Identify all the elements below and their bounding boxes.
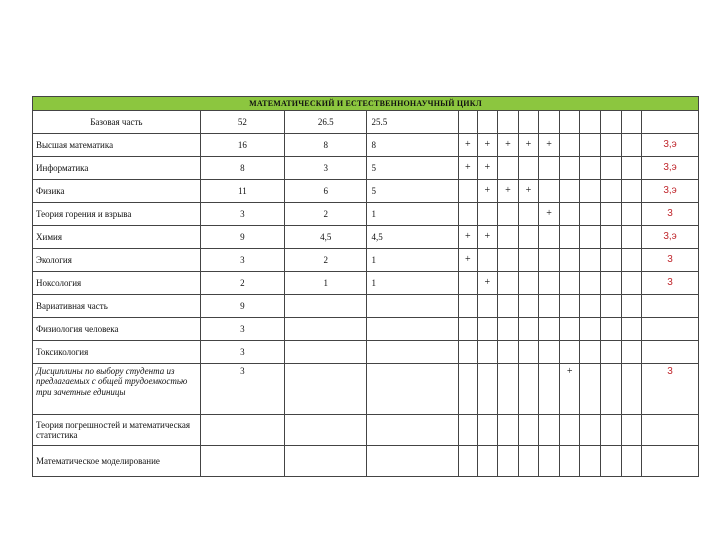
semester-mark: [559, 203, 580, 226]
discipline-col3: 5: [367, 157, 459, 180]
curriculum-table: [32, 96, 699, 477]
discipline-name: Высшая математика: [33, 134, 201, 157]
table-row: [33, 446, 699, 477]
discipline-col2: 4,5: [285, 226, 367, 249]
semester-mark: +: [498, 180, 519, 203]
semester-mark: +: [459, 134, 478, 157]
variative-part-row: [33, 295, 699, 318]
discipline-name: Токсикология: [33, 341, 201, 364]
semester-mark: [459, 272, 478, 295]
discipline-name: Ноксология: [33, 272, 201, 295]
discipline-hours: 3: [200, 341, 284, 364]
discipline-name: Теория горения и взрыва: [33, 203, 201, 226]
semester-mark: [459, 180, 478, 203]
control-form: 3,э: [642, 226, 699, 249]
discipline-hours: 3: [200, 203, 284, 226]
base-part-label: Базовая часть: [33, 111, 201, 134]
cycle-header-row: [33, 97, 699, 111]
control-form: 3: [642, 272, 699, 295]
semester-mark: [580, 226, 601, 249]
discipline-col2: 3: [285, 157, 367, 180]
semester-mark: [621, 134, 642, 157]
semester-mark: [580, 134, 601, 157]
semester-mark: [498, 226, 519, 249]
semester-mark: [539, 249, 560, 272]
semester-mark: +: [539, 203, 560, 226]
discipline-col2: 1: [285, 272, 367, 295]
semester-mark: [559, 226, 580, 249]
table-row: [33, 318, 699, 341]
elective-option: Теория погрешностей и математическая статистика: [33, 415, 201, 446]
semester-mark: [518, 249, 539, 272]
discipline-col3: 8: [367, 134, 459, 157]
elective-option: Математическое моделирование: [33, 446, 201, 477]
discipline-col3: 5: [367, 180, 459, 203]
table-row: [33, 226, 699, 249]
discipline-col2: 2: [285, 249, 367, 272]
control-form: 3: [642, 203, 699, 226]
semester-mark: [477, 249, 498, 272]
discipline-col2: 2: [285, 203, 367, 226]
semester-mark: [559, 157, 580, 180]
table-row: [33, 134, 699, 157]
variative-part-label: Вариативная часть: [33, 295, 201, 318]
semester-mark: [621, 249, 642, 272]
discipline-name: Химия: [33, 226, 201, 249]
discipline-hours: 3: [200, 249, 284, 272]
control-form: 3: [642, 249, 699, 272]
semester-mark: +: [518, 134, 539, 157]
semester-mark: [601, 180, 622, 203]
semester-mark: [580, 272, 601, 295]
table-row: [33, 415, 699, 446]
control-form: 3,э: [642, 157, 699, 180]
semester-mark: [539, 157, 560, 180]
variative-part-hours: 9: [200, 295, 284, 318]
discipline-hours: 9: [200, 226, 284, 249]
semester-mark: [539, 272, 560, 295]
base-disciplines: [33, 134, 699, 295]
semester-mark: [518, 203, 539, 226]
discipline-name: Физиология человека: [33, 318, 201, 341]
semester-mark: +: [477, 226, 498, 249]
discipline-col3: 1: [367, 203, 459, 226]
semester-mark: [539, 180, 560, 203]
table-row: [33, 203, 699, 226]
semester-mark: [621, 272, 642, 295]
semester-mark: [539, 226, 560, 249]
discipline-hours: 3: [200, 318, 284, 341]
control-form: 3,э: [642, 134, 699, 157]
semester-mark: +: [459, 157, 478, 180]
table-row: [33, 249, 699, 272]
table-row: [33, 272, 699, 295]
table-row: [33, 157, 699, 180]
discipline-name: Информатика: [33, 157, 201, 180]
semester-mark: [459, 203, 478, 226]
discipline-name: Физика: [33, 180, 201, 203]
discipline-col2: 6: [285, 180, 367, 203]
elective-hours: 3: [200, 364, 284, 415]
semester-mark: [621, 203, 642, 226]
semester-mark: +: [477, 180, 498, 203]
semester-mark: [601, 249, 622, 272]
semester-mark: [477, 203, 498, 226]
cycle-title: МАТЕМАТИЧЕСКИЙ И ЕСТЕСТВЕННОНАУЧНЫЙ ЦИКЛ: [33, 97, 699, 111]
elective-name: Дисциплины по выбору студента из предлагаемых с общей трудоемкостью три зачетные единицы: [33, 364, 201, 415]
semester-mark: +: [518, 180, 539, 203]
semester-mark: [559, 134, 580, 157]
semester-mark: [518, 226, 539, 249]
discipline-col3: 1: [367, 249, 459, 272]
semester-mark: [601, 157, 622, 180]
semester-mark: [601, 226, 622, 249]
semester-mark: [601, 203, 622, 226]
semester-mark: +: [477, 134, 498, 157]
discipline-col3: 4,5: [367, 226, 459, 249]
semester-mark: +: [498, 134, 519, 157]
table-row: [33, 341, 699, 364]
semester-mark: [498, 203, 519, 226]
semester-mark: [621, 180, 642, 203]
semester-mark: +: [477, 157, 498, 180]
semester-mark: [621, 226, 642, 249]
semester-mark: [580, 157, 601, 180]
semester-mark: [580, 249, 601, 272]
discipline-name: Экология: [33, 249, 201, 272]
elective-row: [33, 364, 699, 415]
base-part-hours: 52: [200, 111, 284, 134]
semester-mark: [580, 180, 601, 203]
semester-mark: +: [459, 249, 478, 272]
semester-mark: [498, 157, 519, 180]
discipline-hours: 2: [200, 272, 284, 295]
semester-mark: [518, 157, 539, 180]
semester-mark: [621, 157, 642, 180]
table-row: [33, 180, 699, 203]
elective-control: 3: [642, 364, 699, 415]
discipline-hours: 11: [200, 180, 284, 203]
discipline-col2: 8: [285, 134, 367, 157]
discipline-hours: 16: [200, 134, 284, 157]
discipline-col3: 1: [367, 272, 459, 295]
semester-mark: [601, 272, 622, 295]
semester-mark: [580, 203, 601, 226]
base-part-col2: 26.5: [285, 111, 367, 134]
control-form: 3,э: [642, 180, 699, 203]
base-part-row: [33, 111, 699, 134]
base-part-col3: 25.5: [367, 111, 459, 134]
semester-mark: +: [477, 272, 498, 295]
elective-mark: +: [559, 364, 580, 415]
discipline-hours: 8: [200, 157, 284, 180]
semester-mark: [498, 272, 519, 295]
semester-mark: [498, 249, 519, 272]
semester-mark: [601, 134, 622, 157]
semester-mark: [559, 249, 580, 272]
semester-mark: +: [459, 226, 478, 249]
semester-mark: +: [539, 134, 560, 157]
semester-mark: [518, 272, 539, 295]
semester-mark: [559, 272, 580, 295]
semester-mark: [559, 180, 580, 203]
